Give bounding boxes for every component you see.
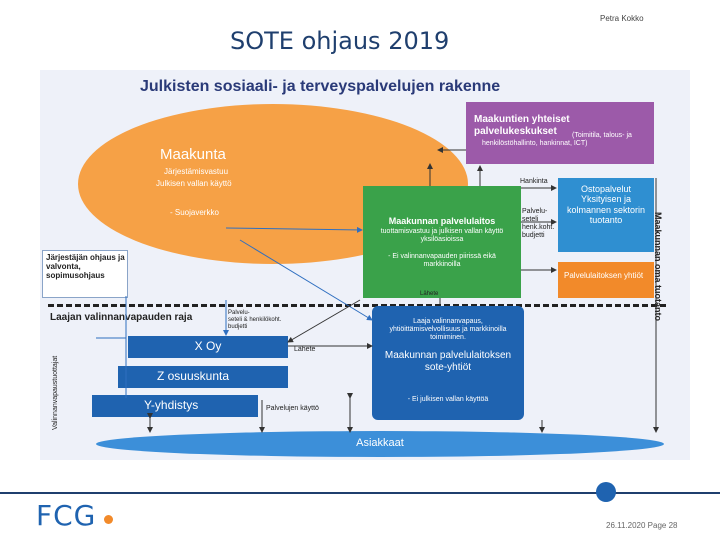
palvelujen-kaytto-label: Palvelujen käyttö	[266, 405, 319, 412]
yhteiset-detail: (Toimitila, talous- ja henkilöstöhallinto, hankinnat, ICT)	[482, 132, 632, 148]
sote-yhtiot-note: - Ei julkisen vallan käyttöä	[407, 396, 489, 403]
lahete-small-label: Lähete	[420, 291, 439, 297]
vertical-label-right: Maakunnan oma tuotanto	[653, 212, 663, 322]
arrow-palvelulaitos-x	[288, 300, 360, 342]
lahete-label: Lähete	[294, 346, 316, 353]
yhteiset-title: Maakuntien yhteiset palvelukeskukset	[474, 114, 570, 137]
fcg-logo: FCG	[36, 499, 97, 532]
sote-yhtiot-title: Maakunnan palvelulaitoksen sote-yhtiöt	[384, 350, 512, 373]
z-osuuskunta-label: Z osuuskunta	[156, 369, 230, 383]
footer-date-page: 26.11.2020 Page 28	[606, 521, 678, 530]
arrow-maakunta-sote	[240, 240, 372, 320]
x-oy-label: X Oy	[194, 339, 222, 353]
palvelulaitos-detail: tuottamisvastuu ja julkisen vallan käyttö yksilöasioissa	[380, 228, 504, 244]
palveluseteli-label: Palvelu- seteli henk.koht. budjetti	[522, 208, 555, 240]
maakunta-line2: Julkisen vallan käyttö	[156, 179, 232, 188]
maakunta-line3: - Suojaverkko	[170, 208, 219, 217]
asiakkaat-label: Asiakkaat	[356, 437, 404, 449]
hankinta-label: Hankinta	[520, 178, 548, 185]
fcg-logo-dot	[104, 515, 113, 524]
palveluseteli-left-label: Palvelu- seteli & henkilökoht. budjetti	[228, 310, 282, 330]
palvelulaitoksen-yhtiot-text: Palvelulaitoksen yhtiöt	[564, 271, 644, 280]
y-yhdistys-label: Y-yhdistys	[144, 398, 199, 412]
jarjestajan-ohjaus-text: Järjestäjän ohjaus ja valvonta, sopimusohjaus	[46, 253, 125, 281]
ostopalvelut-text: Ostopalvelut Yksityisen ja kolmannen sektorin tuotanto	[566, 184, 646, 226]
maakunta-line1: Järjestämisvastuu	[164, 167, 229, 176]
palvelulaitos-title: Maakunnan palvelulaitos	[388, 216, 496, 226]
author-name: Petra Kokko	[600, 14, 644, 23]
maakunta-title: Maakunta	[160, 146, 226, 163]
vertical-label-left: Valinnanvapaustuottajat	[52, 355, 59, 430]
sote-yhtiot-line1: Laaja valinnanvapaus, yhtiöittämisvelvollisuus ja markkinoilla toimiminen.	[389, 318, 507, 342]
palvelulaitos-note: - Ei valinnanvapauden piirissä eikä markkinoilla	[388, 253, 496, 269]
diagram-title: Julkisten sosiaali- ja terveyspalvelujen rakenne	[140, 78, 501, 95]
slide-title: SOTE ohjaus 2019	[230, 27, 450, 55]
laajan-valinnanvapauden-raja: Laajan valinnanvapauden raja	[50, 312, 193, 323]
footer-dot	[596, 482, 616, 502]
arrow-maakunta-palvelulaitos	[226, 228, 362, 230]
